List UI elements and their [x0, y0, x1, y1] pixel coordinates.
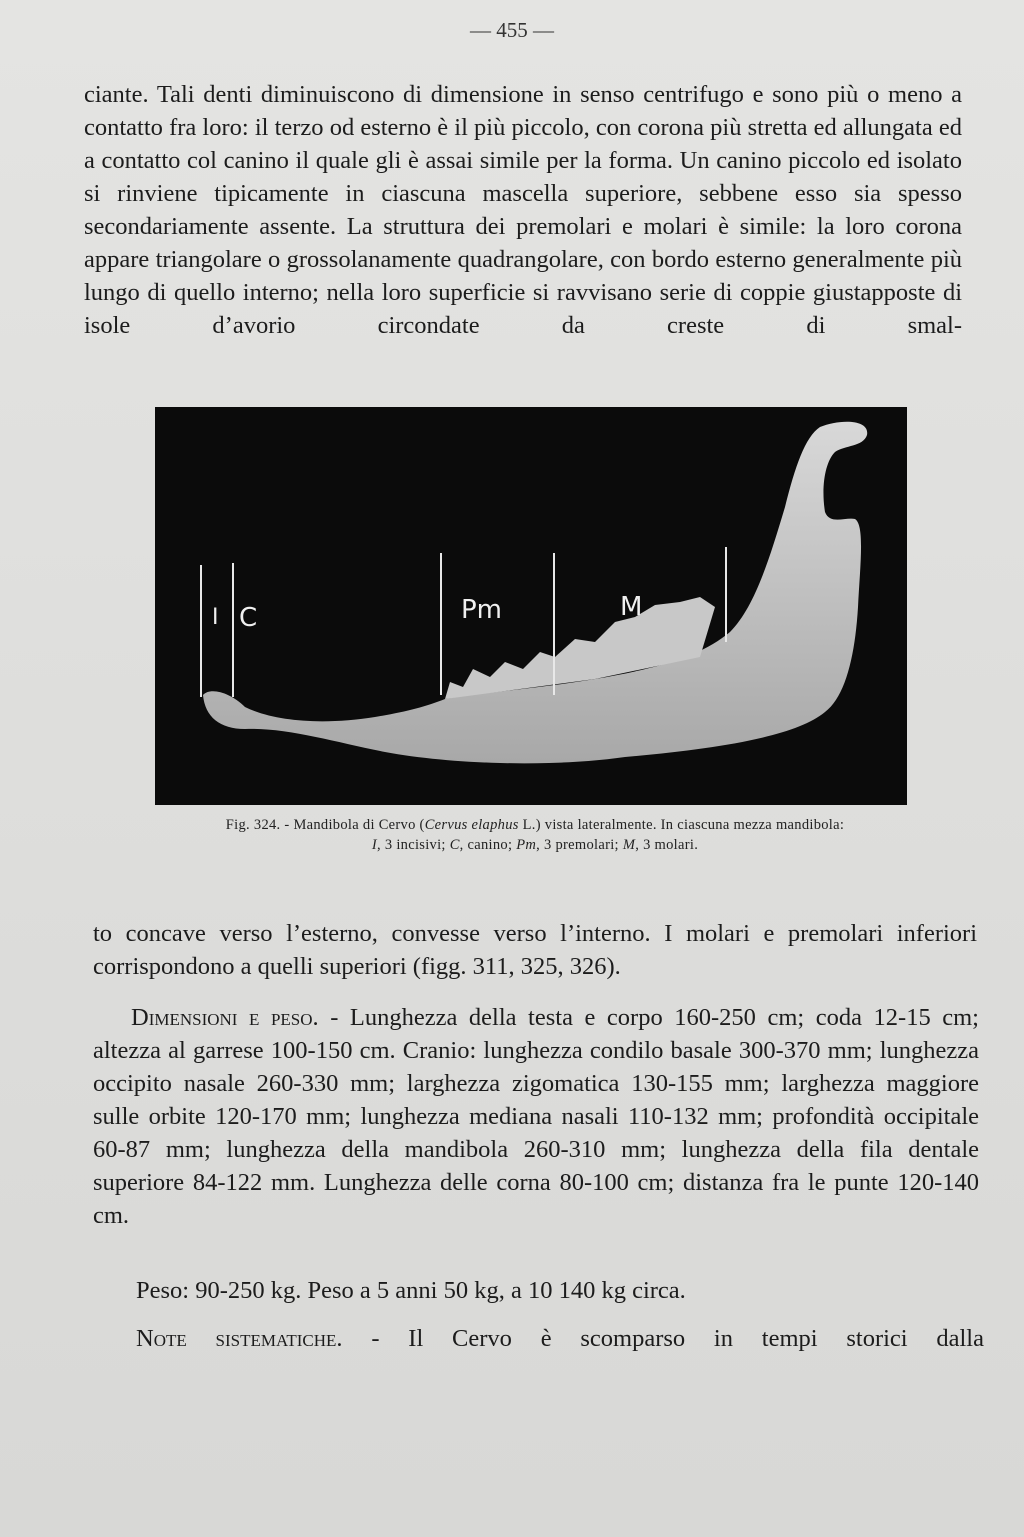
paragraph-systematics: Note sistematiche. - Il Cervo è scomparso in tempi storici dalla [136, 1325, 984, 1352]
section-heading-dimensions: Dimensioni e peso. [131, 1004, 319, 1031]
divider-line [725, 547, 727, 642]
divider-line [440, 553, 442, 695]
section-heading-systematics: Note sistematiche. [136, 1325, 343, 1352]
paragraph-teeth-description: ciante. Tali denti diminuiscono di dimensione in senso centrifugo e sono più o meno a contatto fra loro: il terzo od esterno è il più piccolo, con corona più stretta ed allungata ed a contatto col canino il quale gli è assai simile per la forma. Un canino piccolo ed isolato si rinviene tipicamente in ciascuna mascella superiore, sebbene esso sia spesso secondariamente assente. La struttura dei premolari e molari è simile: la loro corona appare triangolare o grossolanamente quadrangolare, con bordo esterno generalmente più lungo di quello interno; nella loro superficie si ravvisano serie di coppie giustapposte di isole d’avorio circondate da creste di smal- [84, 81, 962, 339]
paragraph-molars: to concave verso l’esterno, convesse verso l’interno. I molari e premolari inferiori corrispondono a quelli superiori (figg. 311, 325, 326). [93, 920, 977, 980]
mandible-illustration [155, 407, 907, 805]
page-number: — 455 — [470, 18, 554, 42]
figure-deer-mandible [155, 407, 907, 805]
divider-line [200, 565, 202, 697]
label-incisors: I [212, 605, 219, 630]
label-molars: M [620, 592, 643, 622]
figure-caption: Fig. 324. - Mandibola di Cervo (Cervus elaphus L.) vista lateralmente. In ciascuna mezza mandibola: I, 3 incisivi; C, canino; Pm, 3 premolari; M, 3 molari. [225, 817, 845, 853]
label-canine: C [239, 603, 258, 633]
divider-line [553, 553, 555, 695]
label-premolars: Pm [461, 595, 503, 625]
paragraph-dimensions: Dimensioni e peso. - Lunghezza della testa e corpo 160-250 cm; coda 12-15 cm; altezza al garrese 100-150 cm. Cranio: lunghezza condilo basale 300-370 mm; lunghezza occipito nasale 260-330 mm; larghezza zigomatica 130-155 mm; larghezza maggiore sulle orbite 120-170 mm; lunghezza mediana nasali 110-132 mm; profondità occipitale 60-87 mm; lunghezza della mandibola 260-310 mm; lunghezza della fila dentale superiore 84-122 mm. Lunghezza delle corna 80-100 cm; distanza fra le punte 120-140 cm. [93, 1004, 979, 1229]
paragraph-weight: Peso: 90-250 kg. Peso a 5 anni 50 kg, a 10 140 kg circa. [136, 1277, 686, 1304]
divider-line [232, 563, 234, 697]
